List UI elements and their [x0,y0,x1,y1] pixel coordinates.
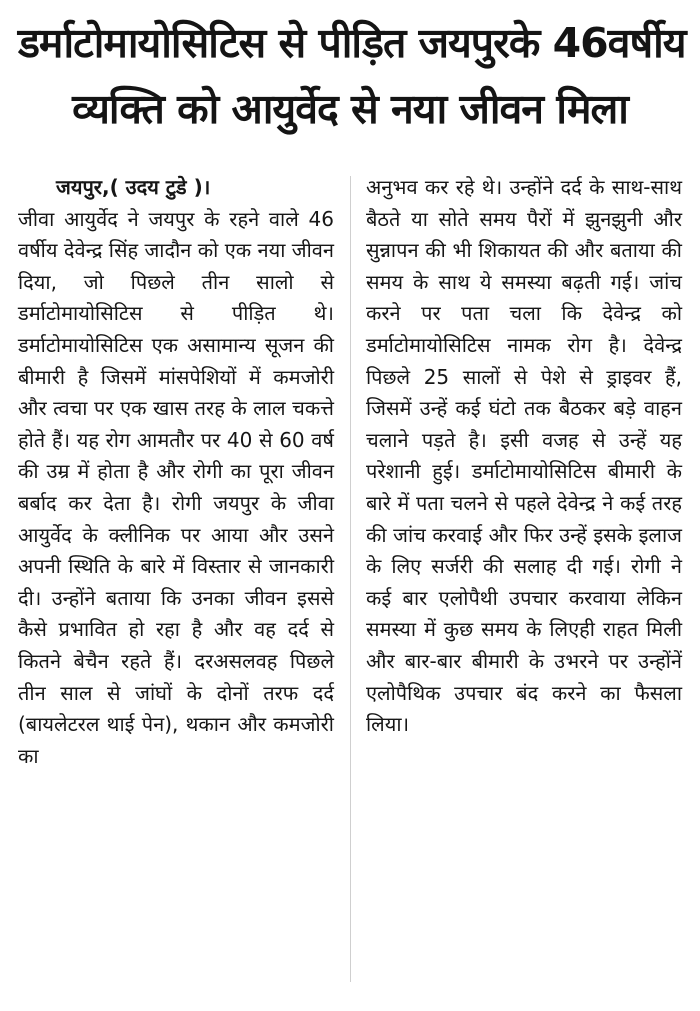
dateline: जयपुर,( उदय टुडे )। [56,175,211,199]
article-column-2 [366,172,682,1002]
column-1-text: जीवा आयुर्वेद ने जयपुर के रहने वाले 46 वर्षीय देवेन्द्र सिंह जादौन को एक नया जीवन दिया, जो पिछले तीन सालो से डर्माटोमायोसिटिस से पीड़ित थे। डर्माटोमायोसिटिस एक असामान्य सूजन की बीमारी है जिसमें मांसपेशियों में कमजोरी और त्वचा पर एक खास तरह के लाल चकत्ते होते हैं। यह रोग आमतौर पर 40 से 60 वर्ष की उम्र में होता है और रोगी का पूरा जीवन बर्बाद कर देता है। रोगी जयपुर के जीवा आयुर्वेद के क्लीनिक पर आया और उसने अपनी स्थिति के बारे में विस्तार से जानकारी दी। उन्होंने बताया कि उनका जीवन इससे कैसे प्रभावित हो रहा है और वह दर्द से कितने बेचैन रहते हैं। दरअसलवह पिछले तीन साल से जांघों के दोनों तरफ दर्द (बायलेटरल थाई पेन), थकान और कमजोरी का [18,206,334,768]
article-headline [18,10,686,142]
column-2-text: अनुभव कर रहे थे। उन्होंने दर्द के साथ-साथ बैठते या सोते समय पैरों में झुनझुनी और सुन्नापन की भी शिकायत की और बताया की समय के साथ ये समस्या बढ़ती गई। जांच करने पर पता चला कि देवेन्द्र को डर्माटोमायोसिटिस नामक रोग है। देवेन्द्र पिछले 25 सालों से पेशे से ड्राइवर हैं, जिसमें उन्हें कई घंटो तक बैठकर बड़े वाहन चलाने पड़ते है। इसी वजह से उन्हें यह परेशानी हुई। डर्माटोमायोसिटिस बीमारी के बारे में पता चलने से पहले देवेन्द्र ने कई तरह की जांच करवाई और फिर उन्हें इसके इलाज के लिए सर्जरी की सलाह दी गई। रोगी ने कई बार एलोपैथी उपचार करवाया लेकिन समस्या में कुछ समय के लिएही राहत मिली और बार-बार बीमारी के उभरने पर उन्होंनें एलोपैथिक उपचार बंद करने का फैसला लिया। [366,175,682,737]
column-divider [350,176,351,982]
article-body [18,172,682,1002]
headline-line-1: डर्माटोमायोसिटिस से पीड़ित जयपुरके 46वर्षीय [18,19,686,67]
article-column-1 [18,172,334,1002]
headline-line-2: व्यक्ति को आयुर्वेद से नया जीवन मिला [72,85,628,133]
